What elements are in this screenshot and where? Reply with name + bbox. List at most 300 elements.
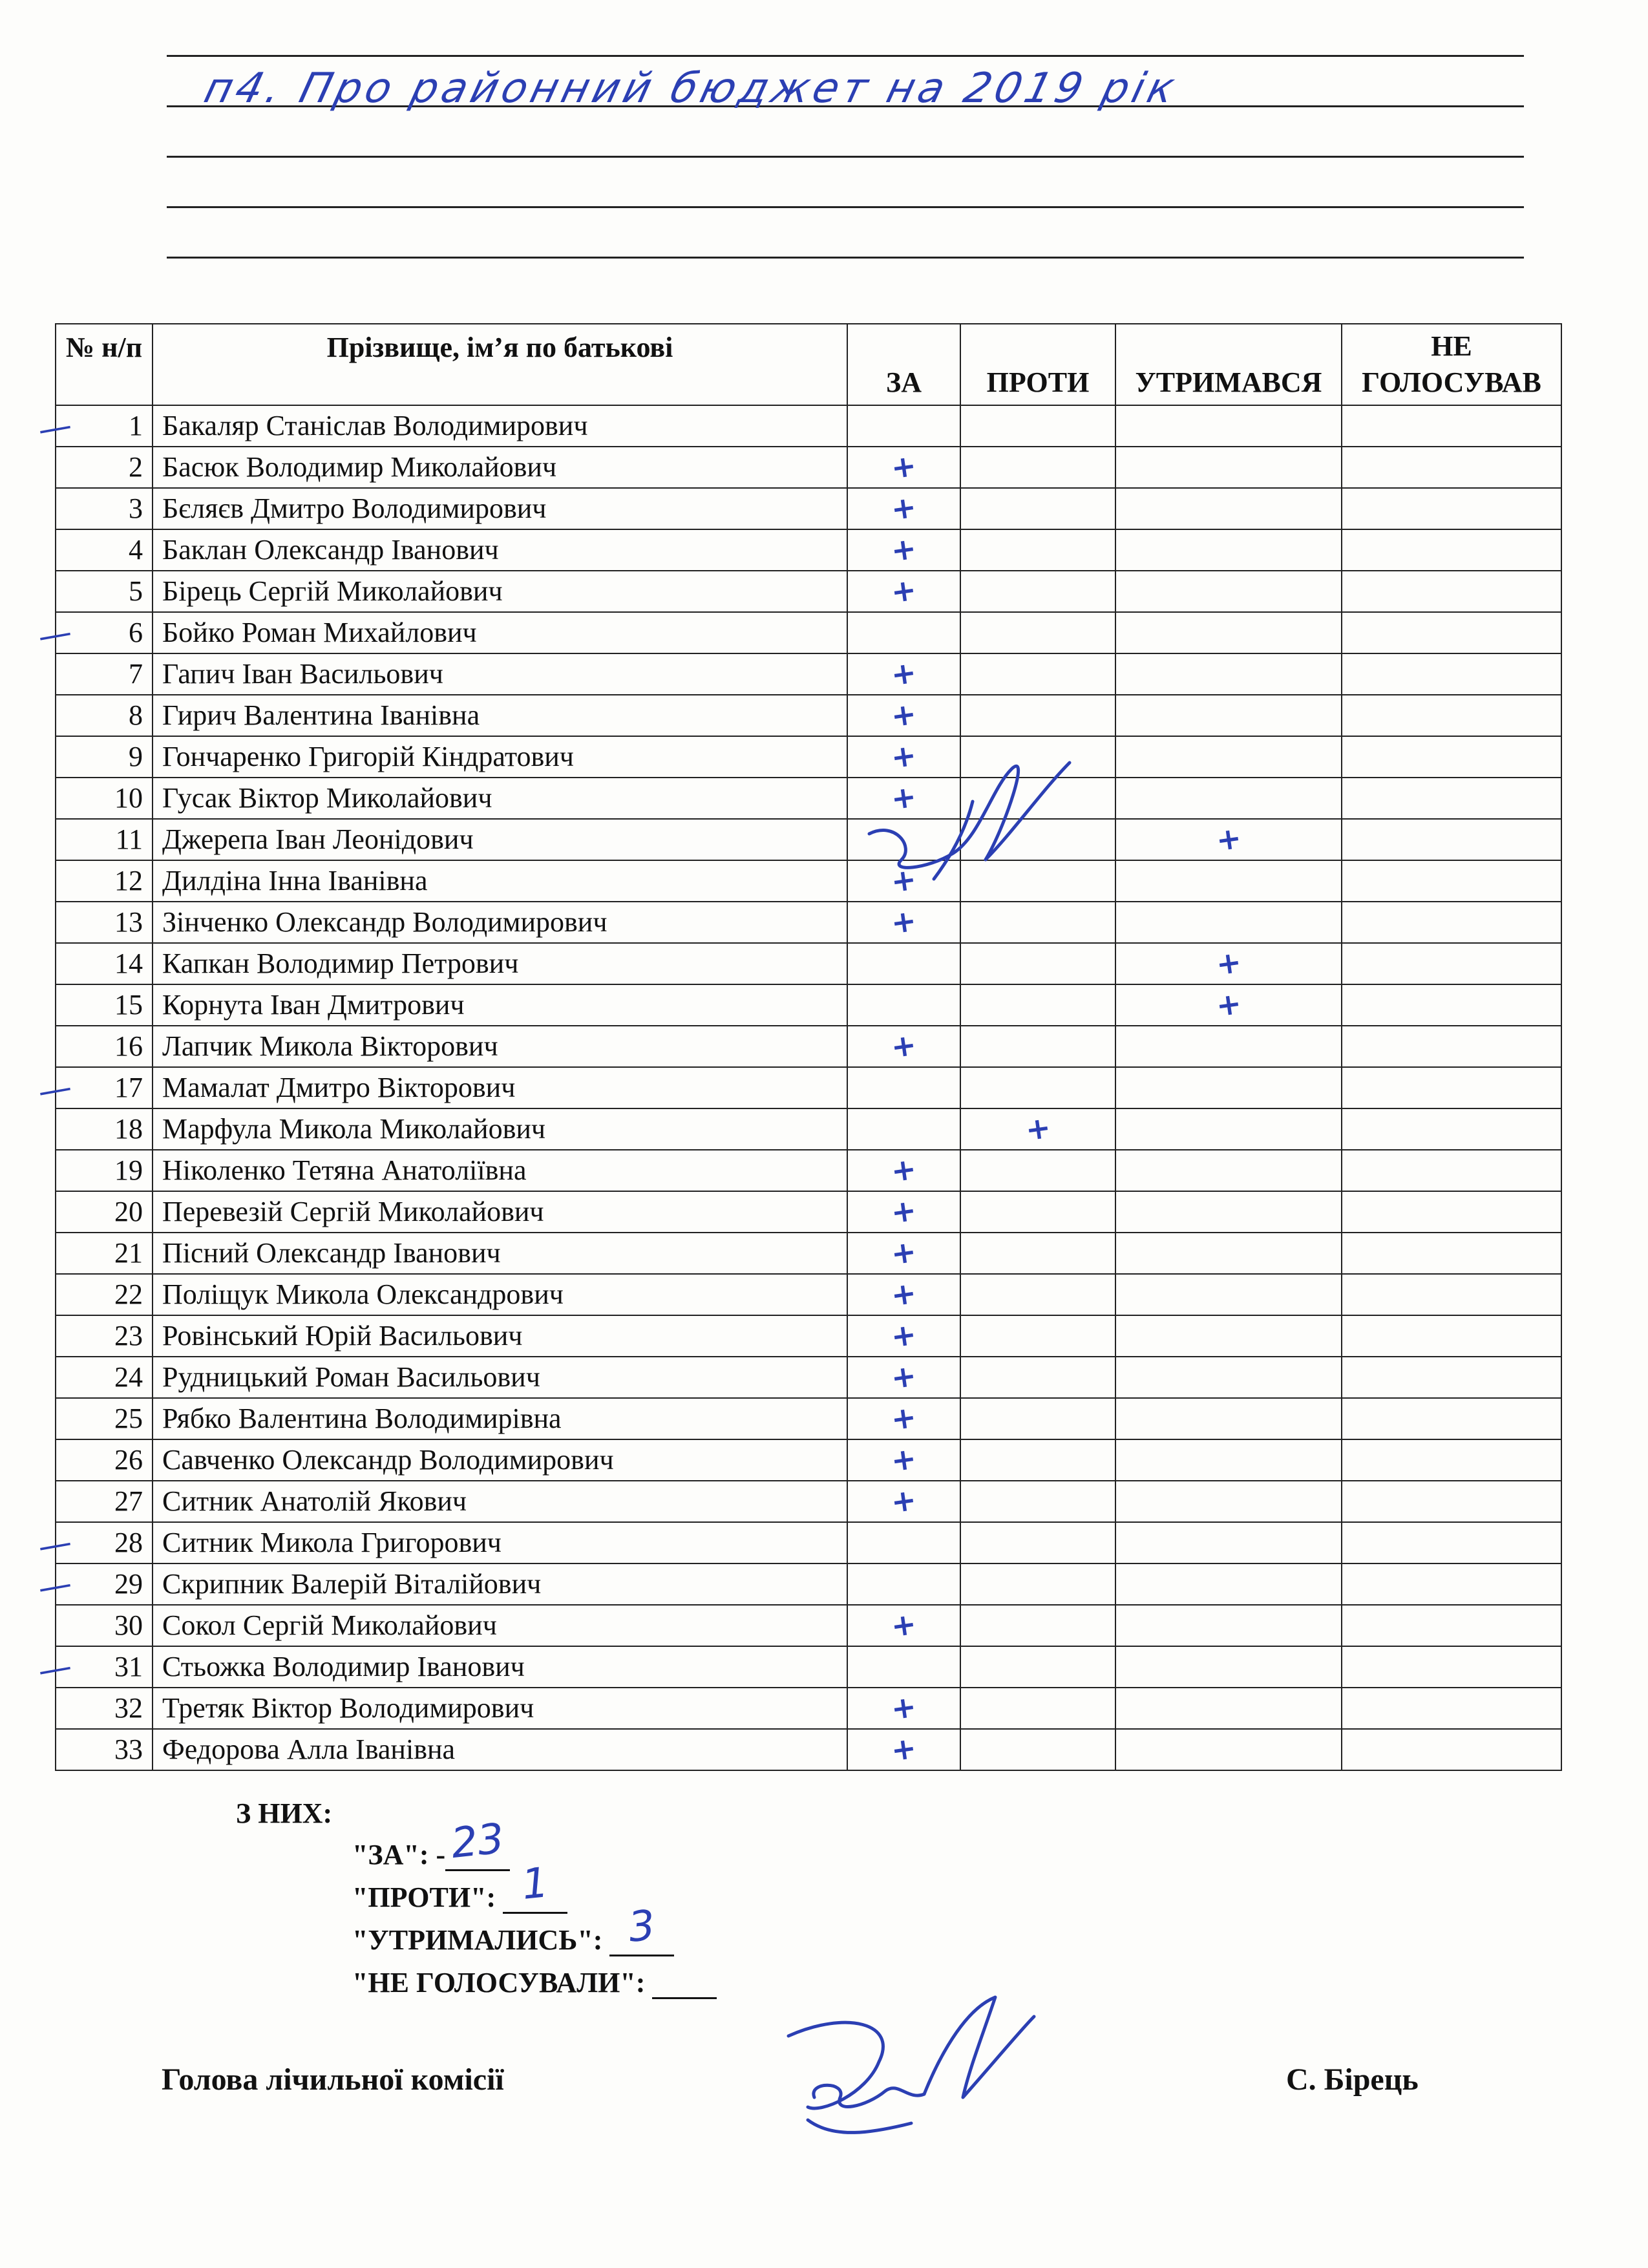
row-number-text: 8 (129, 699, 143, 731)
row-number-text: 4 (129, 534, 143, 566)
vote-cell-not-voted (1342, 1605, 1561, 1646)
vote-cell-not-voted (1342, 1315, 1561, 1357)
vote-cell-abstain (1115, 860, 1342, 902)
vote-cell-for (847, 695, 960, 736)
vote-cell-against (960, 1357, 1115, 1398)
vote-cell-abstain (1115, 943, 1342, 984)
vote-cell-for (847, 405, 960, 447)
header-for: ЗА (847, 324, 960, 405)
table-row (56, 860, 1561, 902)
absent-dash-mark: — (35, 612, 75, 657)
vote-cell-not-voted (1342, 1729, 1561, 1770)
deputy-name: Ніколенко Тетяна Анатоліївна (153, 1150, 847, 1191)
deputy-name: Ровінський Юрій Васильович (153, 1315, 847, 1357)
vote-cell-abstain (1115, 1481, 1342, 1522)
vote-cell-against (960, 984, 1115, 1026)
row-number (56, 1274, 153, 1315)
initials-scribble (856, 750, 1089, 898)
vote-cell-abstain (1115, 902, 1342, 943)
vote-cell-against (960, 488, 1115, 529)
ruled-line (167, 206, 1524, 208)
deputy-name: Корнута Іван Дмитрович (153, 984, 847, 1026)
vote-cell-not-voted (1342, 778, 1561, 819)
vote-cell-not-voted (1342, 984, 1561, 1026)
row-number (56, 778, 153, 819)
deputy-name: Марфула Микола Миколайович (153, 1108, 847, 1150)
table-row (56, 984, 1561, 1026)
vote-mark: + (889, 861, 919, 900)
deputy-name: Сокол Сергій Миколайович (153, 1605, 847, 1646)
vote-cell-for (847, 488, 960, 529)
vote-cell-abstain (1115, 488, 1342, 529)
vote-mark: + (889, 1150, 919, 1189)
vote-mark: + (889, 447, 919, 486)
summary-abstain-value: 3 (626, 1902, 658, 1952)
vote-cell-abstain (1115, 1439, 1342, 1481)
row-number (56, 1233, 153, 1274)
summary-against-blank (503, 1859, 567, 1914)
summary-abstain-label: "УТРИМАЛИСЬ": (352, 1924, 603, 1956)
vote-cell-for (847, 1605, 960, 1646)
deputy-name: Джерепа Іван Леонідович (153, 819, 847, 860)
agenda-handwritten: п4. Про районний бюджет на 2019 рік (199, 65, 1183, 112)
absent-dash-mark: — (35, 1067, 75, 1112)
vote-cell-against (960, 653, 1115, 695)
vote-cell-abstain (1115, 1067, 1342, 1108)
row-number-text: 19 (114, 1154, 143, 1186)
deputy-name: Перевезій Сергій Миколайович (153, 1191, 847, 1233)
row-number (35, 1646, 153, 1691)
summary-not-voted-value (653, 1990, 717, 1997)
row-number-text: 24 (114, 1361, 143, 1393)
absent-dash-mark: — (35, 1522, 75, 1567)
vote-mark: + (1214, 944, 1243, 982)
row-number-text: 17 (114, 1072, 143, 1103)
table-header-row (56, 324, 1561, 405)
deputy-name: Стьожка Володимир Іванович (153, 1646, 847, 1688)
vote-cell-abstain (1115, 1522, 1342, 1563)
deputy-name: Бойко Роман Михайлович (153, 612, 847, 653)
vote-cell-against (960, 612, 1115, 653)
vote-cell-not-voted (1342, 1274, 1561, 1315)
vote-cell-not-voted (1342, 1150, 1561, 1191)
table-row (56, 736, 1561, 778)
row-number (56, 1605, 153, 1646)
row-number (56, 695, 153, 736)
header-against: ПРОТИ (960, 324, 1115, 405)
ruled-line (167, 156, 1524, 158)
absent-dash-mark: — (35, 405, 75, 450)
deputy-name: Дилдіна Інна Іванівна (153, 860, 847, 902)
vote-cell-against (960, 1605, 1115, 1646)
vote-cell-for (847, 447, 960, 488)
summary-against-label: "ПРОТИ": (352, 1881, 496, 1913)
chair-label: Голова лічильної комісії (162, 2062, 504, 2097)
row-number (35, 1563, 153, 1609)
vote-cell-abstain (1115, 1563, 1342, 1605)
row-number (56, 860, 153, 902)
vote-cell-for (847, 571, 960, 612)
vote-cell-for (847, 653, 960, 695)
vote-cell-abstain (1115, 1108, 1342, 1150)
vote-mark: + (889, 654, 919, 693)
vote-mark: + (889, 1440, 919, 1479)
row-number-text: 11 (115, 823, 143, 855)
vote-cell-for (847, 1522, 960, 1563)
table-row (56, 778, 1561, 819)
vote-cell-for (847, 612, 960, 653)
row-number (35, 1522, 153, 1567)
vote-cell-not-voted (1342, 736, 1561, 778)
vote-mark: + (889, 530, 919, 569)
row-number-text: 7 (129, 658, 143, 690)
vote-cell-not-voted (1342, 902, 1561, 943)
vote-mark: + (1214, 985, 1243, 1024)
vote-cell-not-voted (1342, 653, 1561, 695)
vote-cell-for (847, 1026, 960, 1067)
table-row (56, 695, 1561, 736)
deputy-name: Пісний Олександр Іванович (153, 1233, 847, 1274)
vote-cell-abstain (1115, 405, 1342, 447)
vote-cell-abstain (1115, 1729, 1342, 1770)
row-number (56, 1315, 153, 1357)
table-row (56, 1563, 1561, 1605)
row-number-text: 23 (114, 1320, 143, 1351)
vote-cell-against (960, 1563, 1115, 1605)
row-number-text: 16 (114, 1030, 143, 1062)
vote-cell-for (847, 943, 960, 984)
vote-mark: + (889, 778, 919, 817)
vote-cell-against (960, 405, 1115, 447)
table-row (56, 488, 1561, 529)
vote-mark: + (889, 1730, 919, 1768)
vote-cell-against (960, 1439, 1115, 1481)
vote-cell-not-voted (1342, 571, 1561, 612)
row-number (56, 984, 153, 1026)
vote-cell-against (960, 1688, 1115, 1729)
vote-cell-abstain (1115, 447, 1342, 488)
table-row (56, 571, 1561, 612)
vote-mark: + (889, 1481, 919, 1520)
row-number-text: 22 (114, 1278, 143, 1310)
vote-cell-against (960, 447, 1115, 488)
deputy-name: Гончаренко Григорій Кіндратович (153, 736, 847, 778)
vote-cell-not-voted (1342, 1191, 1561, 1233)
deputy-name: Капкан Володимир Петрович (153, 943, 847, 984)
vote-mark: + (889, 1026, 919, 1065)
table-row (56, 902, 1561, 943)
table-row (56, 529, 1561, 571)
vote-cell-against (960, 1026, 1115, 1067)
vote-cell-against (960, 1522, 1115, 1563)
vote-cell-abstain (1115, 1233, 1342, 1274)
ruled-line (167, 257, 1524, 259)
row-number-text: 26 (114, 1444, 143, 1476)
vote-cell-for (847, 529, 960, 571)
vote-cell-for (847, 1150, 960, 1191)
vote-cell-against (960, 529, 1115, 571)
vote-cell-against (960, 1067, 1115, 1108)
summary-not-voted-row (352, 1966, 717, 1999)
row-number-text: 15 (114, 989, 143, 1021)
row-number-text: 3 (129, 493, 143, 524)
row-number (35, 405, 153, 450)
vote-cell-for (847, 1233, 960, 1274)
vote-cell-for (847, 1481, 960, 1522)
table-row (56, 1026, 1561, 1067)
vote-cell-for (847, 1274, 960, 1315)
vote-cell-against (960, 1233, 1115, 1274)
row-number-text: 27 (114, 1485, 143, 1517)
row-number-text: 30 (114, 1609, 143, 1641)
vote-cell-abstain (1115, 653, 1342, 695)
summary-for-row (352, 1814, 510, 1871)
vote-cell-against (960, 571, 1115, 612)
absent-dash-mark: — (35, 1646, 75, 1691)
table-row (56, 1274, 1561, 1315)
vote-cell-not-voted (1342, 1688, 1561, 1729)
vote-mark: + (889, 571, 919, 610)
vote-mark: + (889, 1688, 919, 1727)
vote-cell-against (960, 1729, 1115, 1770)
row-number-text: 18 (114, 1113, 143, 1145)
vote-cell-for (847, 1563, 960, 1605)
row-number (56, 1481, 153, 1522)
row-number-text: 25 (114, 1403, 143, 1434)
vote-cell-abstain (1115, 778, 1342, 819)
vote-cell-abstain (1115, 1646, 1342, 1688)
deputy-name: Бірець Сергій Миколайович (153, 571, 847, 612)
vote-cell-for (847, 1108, 960, 1150)
vote-cell-abstain (1115, 1274, 1342, 1315)
table-row (56, 1315, 1561, 1357)
row-number (56, 571, 153, 612)
deputy-name: Поліщук Микола Олександрович (153, 1274, 847, 1315)
row-number-text: 21 (114, 1237, 143, 1269)
vote-cell-for (847, 984, 960, 1026)
vote-mark: + (889, 695, 919, 734)
row-number (56, 1439, 153, 1481)
vote-cell-for (847, 1439, 960, 1481)
deputy-name: Гусак Віктор Миколайович (153, 778, 847, 819)
summary-abstain-blank (609, 1902, 674, 1956)
row-number (56, 902, 153, 943)
row-number-text: 2 (129, 451, 143, 483)
row-number (56, 447, 153, 488)
deputy-name: Ситник Микола Григорович (153, 1522, 847, 1563)
deputy-name: Бєляєв Дмитро Володимирович (153, 488, 847, 529)
vote-cell-abstain (1115, 819, 1342, 860)
table-row (56, 405, 1561, 447)
vote-cell-abstain (1115, 571, 1342, 612)
table-row (56, 1688, 1561, 1729)
vote-mark: + (1023, 1109, 1053, 1148)
vote-cell-not-voted (1342, 405, 1561, 447)
row-number-text: 33 (114, 1733, 143, 1765)
row-number-text: 1 (129, 410, 143, 441)
deputy-name: Бакаляр Станіслав Володимирович (153, 405, 847, 447)
vote-cell-against (960, 1398, 1115, 1439)
vote-mark: + (889, 1357, 919, 1396)
vote-cell-abstain (1115, 984, 1342, 1026)
vote-cell-abstain (1115, 1357, 1342, 1398)
summary-not-voted-blank (652, 1966, 717, 1999)
vote-cell-not-voted (1342, 447, 1561, 488)
deputy-name: Баклан Олександр Іванович (153, 529, 847, 571)
row-number-text: 13 (114, 906, 143, 938)
row-number-text: 10 (114, 782, 143, 814)
row-number (56, 943, 153, 984)
vote-mark: + (889, 1192, 919, 1231)
summary-not-voted-label: "НЕ ГОЛОСУВАЛИ": (352, 1967, 646, 1998)
vote-mark: + (1214, 820, 1243, 858)
row-number (56, 736, 153, 778)
row-number (56, 1729, 153, 1770)
table-row (56, 1729, 1561, 1770)
vote-cell-not-voted (1342, 1026, 1561, 1067)
vote-cell-abstain (1115, 736, 1342, 778)
vote-cell-abstain (1115, 529, 1342, 571)
table-row (56, 1191, 1561, 1233)
absent-dash-mark: — (35, 1563, 75, 1609)
row-number (56, 1357, 153, 1398)
vote-cell-not-voted (1342, 819, 1561, 860)
row-number (56, 1191, 153, 1233)
table-row (56, 1108, 1561, 1150)
row-number (56, 819, 153, 860)
header-not-voted: НЕ ГОЛОСУВАВ (1342, 324, 1561, 405)
vote-cell-not-voted (1342, 1067, 1561, 1108)
vote-cell-against (960, 1108, 1115, 1150)
row-number (56, 1026, 153, 1067)
row-number (56, 1398, 153, 1439)
vote-cell-not-voted (1342, 1108, 1561, 1150)
vote-cell-abstain (1115, 1398, 1342, 1439)
vote-mark: + (889, 1606, 919, 1644)
table-row (56, 447, 1561, 488)
vote-cell-against (960, 902, 1115, 943)
vote-cell-not-voted (1342, 1563, 1561, 1605)
row-number-text: 29 (114, 1568, 143, 1600)
vote-cell-abstain (1115, 1191, 1342, 1233)
vote-mark: + (889, 1399, 919, 1437)
table-row (56, 1067, 1561, 1108)
deputy-name: Басюк Володимир Миколайович (153, 447, 847, 488)
vote-cell-against (960, 695, 1115, 736)
vote-mark: + (889, 1275, 919, 1313)
vote-cell-not-voted (1342, 1522, 1561, 1563)
vote-cell-not-voted (1342, 612, 1561, 653)
deputy-name: Савченко Олександр Володимирович (153, 1439, 847, 1481)
deputy-name: Рудницький Роман Васильович (153, 1357, 847, 1398)
table-row (56, 819, 1561, 860)
header-name: Прізвище, ім’я по батькові (153, 324, 847, 405)
vote-mark: + (889, 1233, 919, 1272)
vote-cell-for (847, 1646, 960, 1688)
table-row (56, 1481, 1561, 1522)
vote-cell-abstain (1115, 1605, 1342, 1646)
vote-mark: + (889, 737, 919, 776)
row-number (56, 1150, 153, 1191)
deputy-name: Лапчик Микола Вікторович (153, 1026, 847, 1067)
vote-cell-not-voted (1342, 1646, 1561, 1688)
summary-for-label: "ЗА": - (352, 1839, 446, 1871)
row-number (35, 1067, 153, 1112)
table-row (56, 943, 1561, 984)
table-row (56, 1150, 1561, 1191)
table-body (35, 405, 1561, 1770)
vote-cell-against (960, 1274, 1115, 1315)
table-row (56, 1646, 1561, 1688)
vote-cell-against (960, 1315, 1115, 1357)
table-row (56, 1605, 1561, 1646)
deputy-name: Ситник Анатолій Якович (153, 1481, 847, 1522)
vote-cell-for (847, 902, 960, 943)
chair-signature (769, 1984, 1079, 2152)
table-row (56, 1357, 1561, 1398)
row-number-text: 28 (114, 1527, 143, 1558)
vote-cell-not-voted (1342, 943, 1561, 984)
vote-cell-abstain (1115, 1026, 1342, 1067)
summary-for-value: 23 (449, 1814, 507, 1869)
summary-against-row (352, 1859, 567, 1914)
vote-cell-against (960, 943, 1115, 984)
vote-cell-not-voted (1342, 695, 1561, 736)
deputy-name: Федорова Алла Іванівна (153, 1729, 847, 1770)
row-number (56, 1108, 153, 1150)
deputy-name: Рябко Валентина Володимирівна (153, 1398, 847, 1439)
vote-mark: + (889, 489, 919, 527)
vote-cell-for (847, 1191, 960, 1233)
voting-table (35, 323, 1562, 1771)
summary-against-value: 1 (520, 1859, 551, 1909)
row-number (56, 488, 153, 529)
vote-cell-for (847, 1688, 960, 1729)
vote-cell-for (847, 1315, 960, 1357)
vote-cell-for (847, 1398, 960, 1439)
agenda-ruled-area (167, 39, 1524, 271)
table-row (56, 1439, 1561, 1481)
deputy-name: Мамалат Дмитро Вікторович (153, 1067, 847, 1108)
vote-cell-not-voted (1342, 1481, 1561, 1522)
row-number-text: 5 (129, 575, 143, 607)
vote-cell-for (847, 1357, 960, 1398)
row-number (56, 529, 153, 571)
vote-cell-against (960, 1150, 1115, 1191)
row-number-text: 6 (129, 617, 143, 648)
deputy-name: Гирич Валентина Іванівна (153, 695, 847, 736)
row-number (35, 612, 153, 657)
row-number-text: 12 (114, 865, 143, 896)
deputy-name: Третяк Віктор Володимирович (153, 1688, 847, 1729)
summary-abstain-row (352, 1902, 674, 1956)
vote-mark: + (889, 902, 919, 941)
vote-cell-abstain (1115, 1315, 1342, 1357)
row-number-text: 9 (129, 741, 143, 772)
vote-cell-not-voted (1342, 1233, 1561, 1274)
row-number-text: 32 (114, 1692, 143, 1724)
ruled-line (167, 55, 1524, 57)
table-row (56, 1398, 1561, 1439)
vote-cell-for (847, 1067, 960, 1108)
deputy-name: Зінченко Олександр Володимирович (153, 902, 847, 943)
vote-cell-not-voted (1342, 1357, 1561, 1398)
vote-cell-not-voted (1342, 529, 1561, 571)
row-number-text: 14 (114, 948, 143, 979)
deputy-name: Гапич Іван Васильович (153, 653, 847, 695)
table-row (56, 612, 1561, 653)
vote-cell-not-voted (1342, 1439, 1561, 1481)
